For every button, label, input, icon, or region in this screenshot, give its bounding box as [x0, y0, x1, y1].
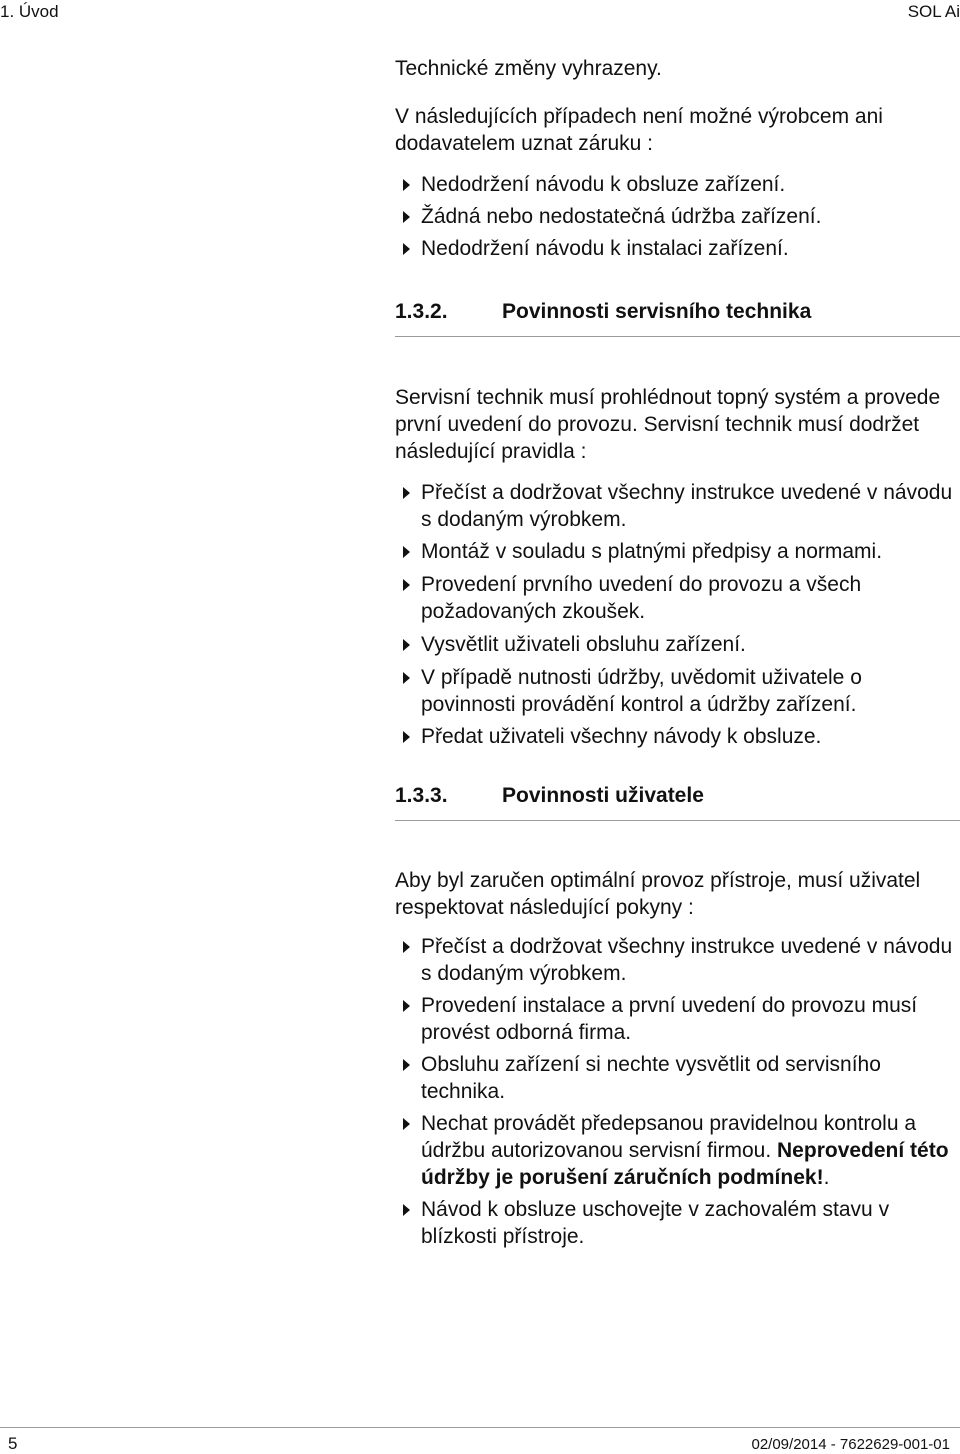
section-number: 1.3.2.	[395, 300, 448, 323]
list-item: Montáž v souladu s platnými předpisy a normami.	[395, 538, 960, 565]
list-item: Žádná nebo nedostatečná údržba zařízení.	[395, 203, 960, 230]
triangle-right-icon	[403, 179, 410, 191]
section-divider	[395, 820, 960, 821]
list-item: Provedení prvního uvedení do provozu a všech požadovaných zkoušek.	[395, 571, 960, 625]
notice-text: Technické změny vyhrazeny.	[395, 57, 662, 80]
user-list	[395, 933, 960, 1250]
list-item: Obsluhu zařízení si nechte vysvětlit od servisního technika.	[395, 1051, 960, 1105]
section-divider	[395, 336, 960, 337]
user-intro: Aby byl zaručen optimální provoz přístroje, musí uživatel respektovat následující pokyny :	[395, 869, 921, 919]
triangle-right-icon	[403, 672, 410, 684]
triangle-right-icon	[403, 941, 410, 953]
triangle-right-icon	[403, 731, 410, 743]
triangle-right-icon	[403, 1000, 410, 1012]
list-item: Nedodržení návodu k obsluze zařízení.	[395, 171, 960, 198]
technician-intro: Servisní technik musí prohlédnout topný systém a provede první uvedení do provozu. Servisní technik musí dodržet následující pravidla :	[395, 386, 941, 463]
technician-list	[395, 479, 960, 750]
triangle-right-icon	[403, 1059, 410, 1071]
document-reference: 02/09/2014 - 7622629-001-01	[751, 1436, 950, 1453]
list-item: Předat uživateli všechny návody k obsluze.	[395, 723, 960, 750]
header-brand: SOL Ai	[907, 2, 960, 21]
triangle-right-icon	[403, 487, 410, 499]
section-number: 1.3.3.	[395, 784, 448, 807]
list-item: Nedodržení návodu k instalaci zařízení.	[395, 235, 960, 262]
section-title: Povinnosti uživatele	[502, 784, 704, 807]
triangle-right-icon	[403, 579, 410, 591]
list-item: Provedení instalace a první uvedení do provozu musí provést odborná firma.	[395, 992, 960, 1046]
triangle-right-icon	[403, 1204, 410, 1216]
triangle-right-icon	[403, 546, 410, 558]
warranty-intro: V následujících případech není možné výrobcem ani dodavatelem uznat záruku :	[395, 105, 883, 155]
page-number: 5	[8, 1434, 18, 1453]
triangle-right-icon	[403, 639, 410, 651]
header-chapter: 1. Úvod	[0, 2, 59, 21]
list-item: V případě nutnosti údržby, uvědomit uživatele o povinnosti provádění kontrol a údržby zařízení.	[395, 664, 960, 718]
list-item: Vysvětlit uživateli obsluhu zařízení.	[395, 631, 960, 658]
triangle-right-icon	[403, 243, 410, 255]
warranty-warning: Neprovedení této údržby je porušení záručních podmínek!	[421, 1139, 949, 1189]
footer-divider	[0, 1427, 960, 1428]
triangle-right-icon	[403, 211, 410, 223]
list-item: Přečíst a dodržovat všechny instrukce uvedené v návodu s dodaným výrobkem.	[395, 479, 960, 533]
list-item: Návod k obsluze uschovejte v zachovalém stavu v blízkosti přístroje.	[395, 1196, 960, 1250]
list-item: Nechat provádět předepsanou pravidelnou kontrolu a údržbu autorizovanou servisní firmou. Neprovedení této údržby je porušení záručních podmínek!.	[395, 1110, 960, 1191]
list-item: Přečíst a dodržovat všechny instrukce uvedené v návodu s dodaným výrobkem.	[395, 933, 960, 987]
triangle-right-icon	[403, 1118, 410, 1130]
warranty-list	[395, 171, 960, 262]
section-title: Povinnosti servisního technika	[502, 300, 812, 323]
